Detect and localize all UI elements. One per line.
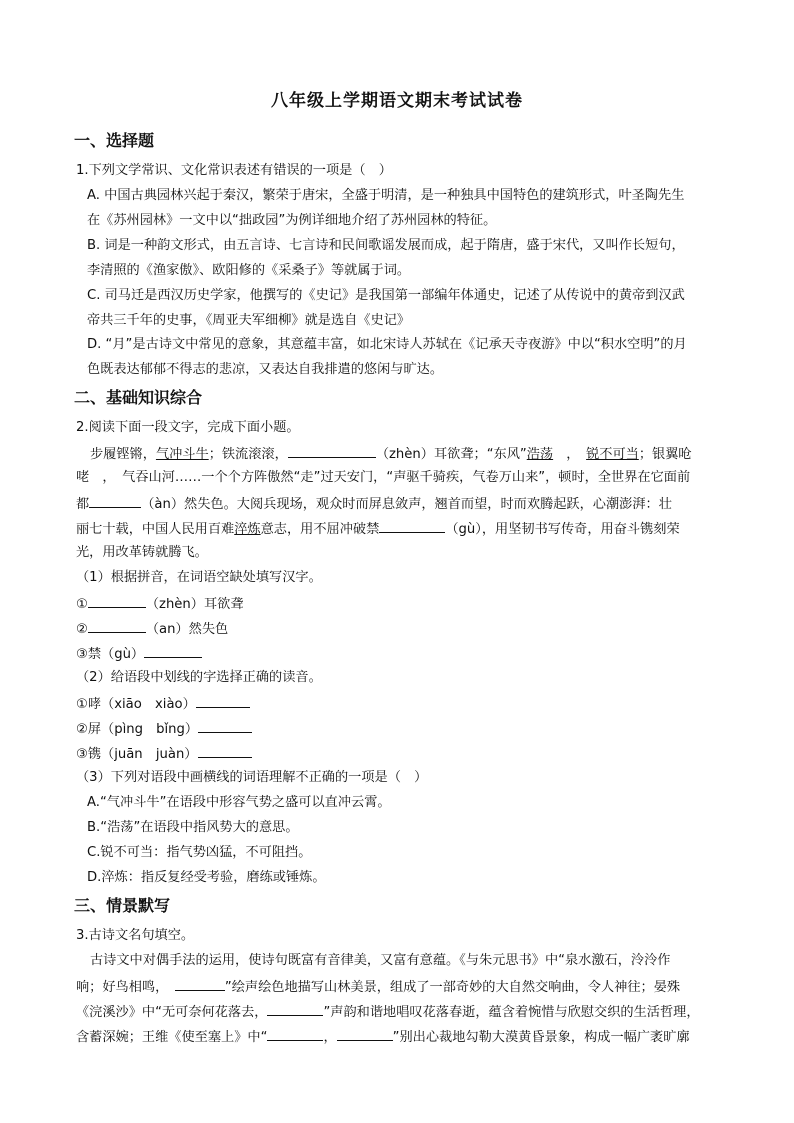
answer-blank[interactable] [88,619,146,633]
item-text: （an）然失色 [145,622,229,637]
sub-question-3-option-c: C.锐不可当：指气势凶猛，不可阻挡。 [87,845,312,860]
item-number: ② [76,622,88,637]
passage-text: （àn）然失色。大阅兵现场，观众时而屏息敛声，翘首而望，时而欢腾起跃，心潮澎湃：壮 [141,497,672,512]
item-text: （zhèn）耳欲聋 [145,597,244,612]
sub-question-1-item-2 [76,619,228,639]
sub-question-3-option-a: A.“气冲斗牛”在语段中形容气势之盛可以直冲云霄。 [87,795,391,810]
question-1-option-c-line1: C. 司马迁是西汉历史学家，他撰写的《史记》是我国第一部编年体通史，记述了从传说中的黄帝到汉武 [87,288,685,303]
passage-text: ”声韵和谐地唱叹花落春逝，蕴含着惋惜与欣慰交织的生活哲理， [323,1005,700,1020]
item-text: ③镌（juān juàn） [76,747,198,762]
question-3-line-1: 古诗文中对偶手法的运用，使诗句既富有音律美，又富有意蕴。《与朱元思书》中“泉水激石，泠泠作 [90,953,671,968]
passage-text: （zhèn）耳欲聋；“东风” [375,447,527,462]
passage-text: ， [323,1030,337,1045]
answer-blank[interactable] [88,594,146,608]
underlined-phrase-haodang: 浩荡 [526,447,554,462]
sub-question-3-option-d: D.淬炼：指反复经受考验，磨练或锤炼。 [87,870,326,885]
sub-question-2-item-3 [76,744,252,764]
question-1-option-d-line2: 色既表达郁郁不得志的悲凉，又表达自我排遣的悠闲与旷达。 [87,362,444,377]
sub-question-2-item-1 [76,694,250,714]
passage-text: 含蓄深婉；王维《使至塞上》中“ [76,1030,268,1045]
question-3-line-2 [76,977,680,997]
passage-text: 步履铿锵， [90,447,156,462]
section-heading-basics: 二、基础知识综合 [74,388,203,407]
section-heading-choice: 一、选择题 [74,131,155,150]
answer-blank[interactable] [337,1027,393,1041]
answer-blank[interactable] [267,1027,323,1041]
question-1-option-a-line2: 在《苏州园林》一文中以“拙政园”为例详细地介绍了苏州园林的特征。 [87,213,497,228]
fill-blank-zhen[interactable] [288,444,376,458]
answer-blank[interactable] [196,694,250,708]
passage-text: ”别出心裁地勾勒大漠黄昏景象，构成一幅广袤旷廓 [392,1030,690,1045]
sub-question-1: （1）根据拼音，在词语空缺处填写汉字。 [76,570,322,585]
question-2-stem: 2.阅读下面一段文字，完成下面小题。 [76,420,300,435]
question-1-option-b-line1: B. 词是一种韵文形式，由五言诗、七言诗和民间歌谣发展而成，起于隋唐，盛于宋代，又叫作长短句， [87,238,685,253]
underlined-phrase-qichongdouniu: 气冲斗牛 [155,447,209,462]
passage-text: 意志，用不屈冲破禁 [260,522,380,537]
question-3-line-4 [76,1027,690,1047]
passage-text: ；银翼呛 [638,447,692,462]
page-title: 八年级上学期语文期末考试试卷 [271,91,523,111]
answer-blank[interactable] [198,719,252,733]
passage-line-4 [76,519,680,539]
question-1-option-a-line1: A. 中国古典园林兴起于秦汉，繁荣于唐宋，全盛于明清，是一种独具中国特色的建筑形式，叶圣陶先生 [87,188,685,203]
item-text: ①哮（xiāo xiào） [76,697,196,712]
question-3-stem: 3.古诗文名句填空。 [76,928,195,943]
passage-line-2: 咾 ， 气吞山河……一个个方阵傲然“走”过天安门，“声驱千骑疾，气卷万山来”，顿时，全世界在它面前 [76,470,691,485]
answer-blank[interactable] [267,1002,323,1016]
underlined-phrase-ruibukedang: 锐不可当 [586,447,639,462]
fill-blank-gu[interactable] [379,519,445,533]
passage-text: 响；好鸟相鸣， [76,980,162,995]
sub-question-3-option-b: B.“浩荡”在语段中指风势大的意思。 [87,820,299,835]
answer-blank[interactable] [144,644,202,658]
sub-question-1-item-3 [76,644,202,664]
passage-line-3 [76,494,672,514]
passage-text: ；铁流滚滚， [208,447,288,462]
question-3-line-3 [76,1002,700,1022]
question-1-option-b-line2: 李清照的《渔家傲》、欧阳修的《采桑子》等就属于词。 [87,263,411,278]
underlined-phrase-cuilian: 淬炼 [234,522,261,537]
passage-text: 《浣溪沙》中“无可奈何花落去， [76,1005,268,1020]
item-text: ②屏（pìng bǐng） [76,722,199,737]
answer-blank[interactable] [198,744,252,758]
passage-line-5: 光，用改革铸就腾飞。 [76,545,208,560]
passage-text: ”绘声绘色地描写山林美景，组成了一部奇妙的大自然交响曲，令人神往；晏殊 [224,980,681,995]
sub-question-3: （3）下列对语段中画横线的词语理解不正确的一项是（ ） [76,770,428,785]
passage-line-1 [90,444,692,464]
passage-text: （gù），用坚韧书写传奇，用奋斗镌刻荣 [445,522,680,537]
item-number: ① [76,597,88,612]
item-text: ③禁（gù） [76,647,145,662]
sub-question-1-item-1 [76,594,244,614]
passage-text: 都 [76,497,90,512]
fill-blank-an[interactable] [89,494,141,508]
question-1-option-d-line1: D. “月”是古诗文中常见的意象，其意蕴丰富，如北宋诗人苏轼在《记承天寺夜游》中以“积水空明”的月 [87,337,687,352]
question-1-option-c-line2: 帝共三千年的史事，《周亚夫军细柳》就是选自《史记》 [87,313,411,328]
answer-blank[interactable] [175,977,225,991]
sub-question-2: （2）给语段中划线的字选择正确的读音。 [76,670,322,685]
question-1-stem: 1.下列文学常识、文化常识表述有错误的一项是（ ） [76,163,392,178]
section-heading-recitation: 三、情景默写 [74,896,171,915]
passage-text: ， [566,447,573,462]
sub-question-2-item-2 [76,719,252,739]
passage-text: 丽七十载，中国人民用百难 [76,522,235,537]
